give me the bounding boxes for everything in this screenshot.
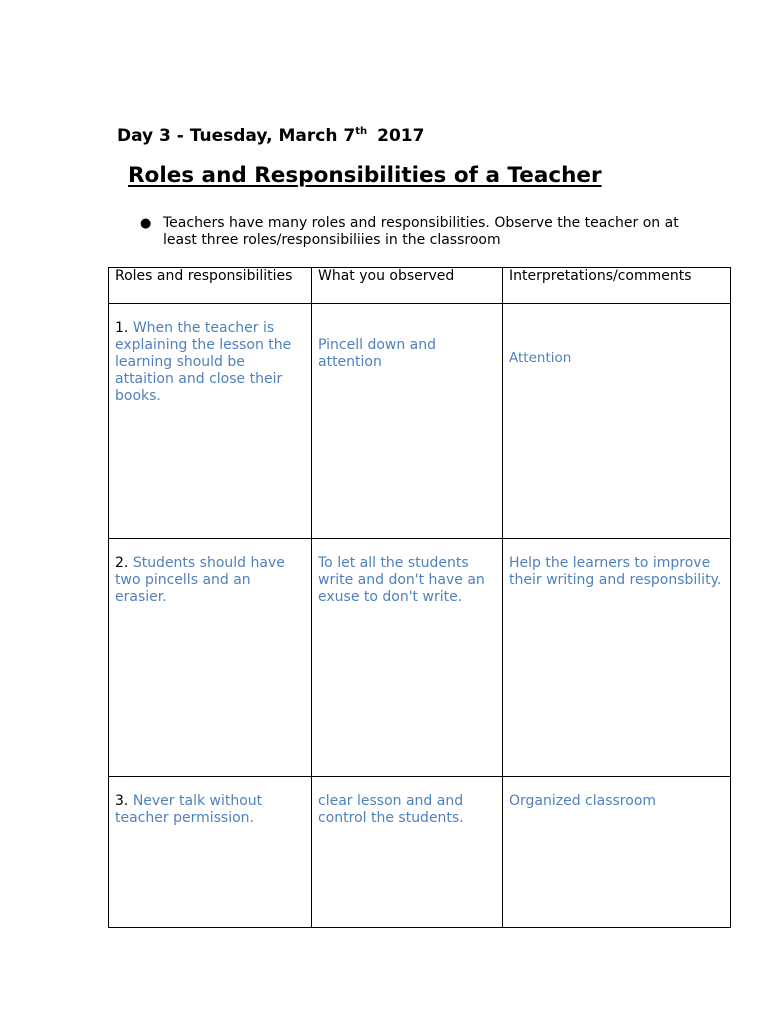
comment-text: Attention <box>509 350 572 366</box>
table-row <box>109 304 731 539</box>
role-cell <box>109 539 312 777</box>
date-superscript: th <box>355 126 368 137</box>
row-number: 3. <box>115 793 129 809</box>
row-number: 2. <box>115 555 129 571</box>
day-heading <box>117 125 424 147</box>
observed-text: To let all the students write and don't have an exuse to don't write. <box>318 555 485 605</box>
day-heading-text: Day 3 - Tuesday, March 7 <box>117 126 356 146</box>
observed-cell <box>312 304 503 539</box>
comment-cell <box>503 539 731 777</box>
role-text: When the teacher is explaining the lesson the learning should be attaition and close their books. <box>115 320 292 404</box>
header-roles: Roles and responsibilities <box>109 268 312 304</box>
comment-cell <box>503 304 731 539</box>
observed-cell <box>312 777 503 928</box>
observed-text: clear lesson and and control the students. <box>318 793 464 826</box>
comment-text: Organized classroom <box>509 793 657 809</box>
instruction-bullet <box>140 215 700 249</box>
page-title: Roles and Responsibilities of a Teacher <box>128 163 602 188</box>
comment-text: Help the learners to improve their writing and responsbility. <box>509 555 722 588</box>
role-text: Never talk without teacher permission. <box>115 793 263 826</box>
bullet-icon: ● <box>140 216 152 231</box>
role-cell <box>109 777 312 928</box>
comment-cell <box>503 777 731 928</box>
instruction-text: Teachers have many roles and responsibilities. Observe the teacher on at least three roles/responsibiliies in the classroom <box>163 215 679 248</box>
day-heading-year: 2017 <box>377 126 425 146</box>
observed-text: Pincell down and attention <box>318 337 437 370</box>
header-observed: What you observed <box>312 268 503 304</box>
role-cell <box>109 304 312 539</box>
row-number: 1. <box>115 320 129 336</box>
observed-cell <box>312 539 503 777</box>
table-header-row <box>109 268 731 304</box>
roles-table <box>108 267 731 928</box>
role-text: Students should have two pincells and an erasier. <box>115 555 285 605</box>
header-comments: Interpretations/comments <box>503 268 731 304</box>
table-row <box>109 539 731 777</box>
table-row <box>109 777 731 928</box>
